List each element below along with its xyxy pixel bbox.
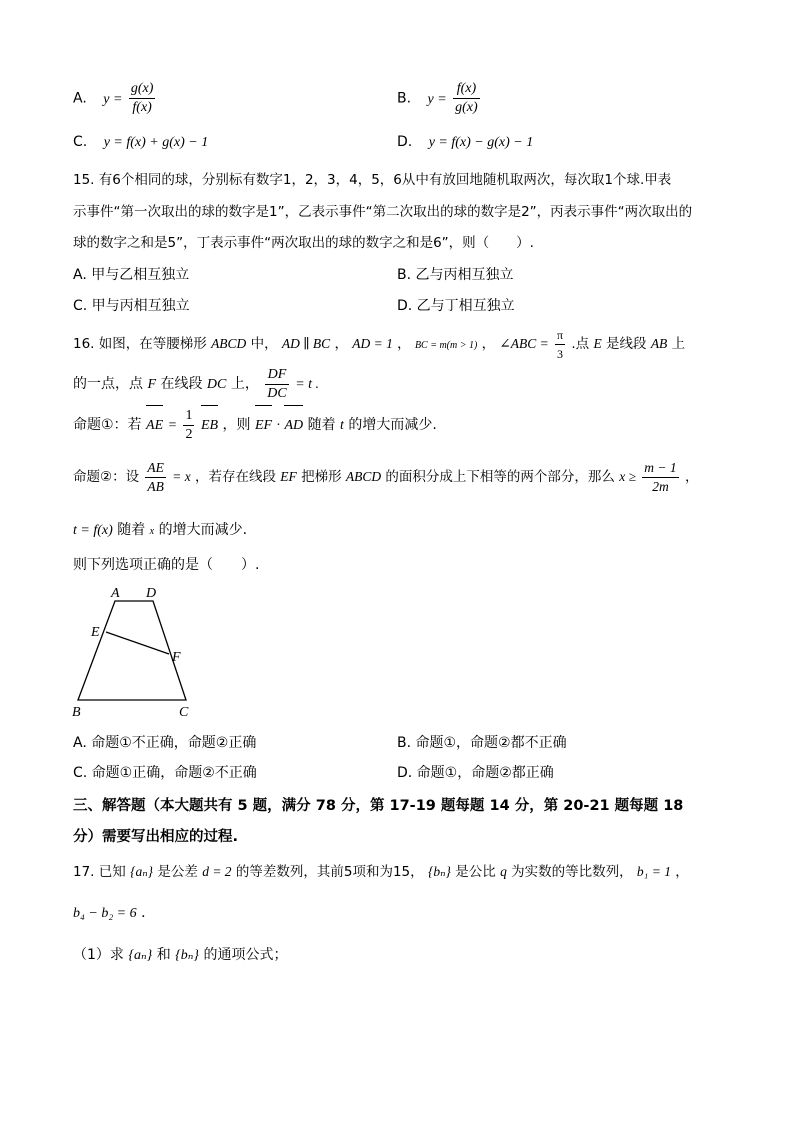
math: · — [276, 418, 281, 433]
math: {aₙ} — [128, 948, 153, 963]
vector: EB — [201, 406, 218, 446]
q15-line-1: 15. 有6个相同的球，分别标有数字1，2，3，4，5，6从中有放回地随机取两次，每次取1个球.甲表 — [73, 172, 672, 188]
text: 和 — [156, 947, 171, 963]
math: t = f(x) — [73, 523, 113, 538]
math: DC — [206, 377, 227, 392]
fraction — [265, 366, 288, 403]
q15-option-b: B. 乙与丙相互独立 — [397, 267, 514, 283]
q16-proposition-2 — [73, 457, 698, 497]
numerator: DF — [265, 366, 288, 385]
label-b: B — [72, 705, 81, 720]
label-c: C — [179, 705, 189, 720]
math: F — [147, 377, 157, 392]
math: x — [149, 526, 155, 537]
math: b₄ − b₂ = 6 — [73, 906, 137, 921]
denominator: DC — [267, 385, 287, 401]
label-f: F — [172, 650, 181, 665]
q16-option-a: A. 命题①不正确，命题②正确 — [73, 735, 257, 751]
q16-proposition-2-cont — [73, 519, 247, 543]
numerator: g(x) — [129, 80, 156, 99]
text: 的通项公式； — [203, 947, 288, 963]
option-label: C. — [73, 134, 88, 150]
numerator: AE — [145, 459, 166, 478]
text: ． — [141, 905, 156, 921]
math: q — [500, 864, 507, 879]
math-lhs: y = — [427, 91, 447, 107]
math: ∠ABC = — [499, 336, 549, 351]
text: 的等差数列，其前5项和为15， — [235, 864, 424, 880]
text: 上 — [671, 336, 686, 352]
fraction — [453, 80, 480, 117]
denominator: f(x) — [132, 100, 152, 115]
denominator: AB — [147, 479, 164, 494]
segment-ef — [106, 632, 169, 654]
numerator: f(x) — [453, 80, 480, 99]
option-label: D. — [397, 134, 413, 150]
text: ，则 — [222, 417, 251, 433]
label-e: E — [91, 625, 100, 640]
q16-option-c: C. 命题①正确，命题②不正确 — [73, 765, 257, 781]
text: 把梯形 — [301, 469, 342, 485]
vector: AD — [284, 406, 303, 446]
option-label: A. — [73, 90, 87, 107]
math: BC = m(m > 1) — [414, 340, 478, 351]
q14-option-c — [73, 134, 208, 151]
section-heading-line-2: 分）需要写出相应的过程. — [73, 829, 239, 845]
text: 随着 — [307, 417, 336, 433]
q17-line-1 — [73, 860, 689, 884]
q16-proposition-1 — [73, 405, 437, 446]
numerator: 1 — [183, 407, 194, 426]
text: .点 — [571, 336, 590, 352]
math: {aₙ} — [130, 864, 154, 879]
q16-line-2 — [73, 364, 319, 405]
text: 在线段 — [160, 376, 203, 392]
text: 命题②：设 — [73, 469, 140, 485]
text: ， — [684, 469, 699, 485]
label-a: A — [111, 586, 120, 601]
option-label: B. — [397, 90, 412, 107]
text: 中， — [250, 336, 278, 352]
text: ， — [334, 336, 348, 352]
q16-line-1 — [73, 326, 685, 364]
numerator: m − 1 — [642, 459, 678, 478]
q16-question: 则下列选项正确的是（ ）. — [73, 557, 260, 573]
numerator: π — [555, 326, 565, 345]
math: t — [340, 418, 344, 433]
math: {bₙ} — [427, 864, 451, 879]
fraction — [129, 80, 156, 117]
text: ， — [397, 336, 411, 352]
q15-line-2: 示事件“第一次取出的球的数字是1”，乙表示事件“第二次取出的球的数字是2”，丙表示事件“两次取出的 — [73, 204, 693, 220]
fraction — [642, 459, 678, 496]
q15-option-a: A. 甲与乙相互独立 — [73, 267, 190, 283]
text: 16. 如图，在等腰梯形 — [73, 336, 207, 352]
text: 上， — [230, 376, 259, 392]
text: 是公差 — [157, 864, 198, 880]
math: {bₙ} — [175, 948, 200, 963]
math: AD ∥ BC — [281, 336, 331, 351]
q14-option-b — [397, 80, 482, 117]
math-expr: y = f(x) + g(x) − 1 — [103, 135, 209, 150]
math-expr: y = f(x) − g(x) − 1 — [428, 135, 534, 150]
text: 17. 已知 — [73, 864, 126, 880]
denominator: 3 — [557, 347, 564, 361]
math: AB — [650, 336, 668, 351]
text: 的面积分成上下相等的两个部分，那么 — [385, 469, 615, 485]
math: = x — [172, 469, 191, 484]
math: ABCD — [211, 336, 247, 351]
section-heading-line-1: 三、解答题（本大题共有 5 题，满分 78 分，第 17-19 题每题 14 分，第 20-21 题每题 18 — [73, 798, 684, 814]
vector: AE — [146, 406, 163, 446]
fraction — [145, 459, 166, 496]
text: ，若存在线段 — [194, 469, 276, 485]
q15-option-c: C. 甲与丙相互独立 — [73, 298, 190, 314]
math: AD = 1 — [352, 336, 393, 351]
math: E — [593, 336, 602, 351]
q14-option-d — [397, 134, 533, 151]
text: 的增大而减少. — [348, 417, 437, 433]
q17-line-2 — [73, 901, 155, 926]
q15-option-d: D. 乙与丁相互独立 — [397, 298, 515, 314]
math: = — [167, 418, 178, 433]
q16-option-b: B. 命题①，命题②都不正确 — [397, 735, 567, 751]
math: d = 2 — [202, 864, 232, 879]
denominator: 2 — [185, 426, 193, 442]
text: 随着 — [117, 522, 146, 538]
q16-option-d: D. 命题①，命题②都正确 — [397, 765, 554, 781]
text: 为实数的等比数列， — [511, 864, 633, 880]
denominator: g(x) — [455, 100, 478, 115]
math: = t . — [295, 377, 320, 392]
q14-option-a — [73, 80, 157, 117]
fraction — [555, 326, 565, 363]
text: 是线段 — [606, 336, 647, 352]
math-lhs: y = — [103, 91, 123, 107]
math: ABCD — [345, 469, 382, 484]
text: ， — [675, 864, 689, 880]
math: b₁ = 1 — [636, 864, 671, 879]
math: EF — [280, 469, 297, 484]
text: 命题①：若 — [73, 417, 142, 433]
vector: EF — [255, 406, 272, 446]
text: （1）求 — [73, 947, 124, 963]
text: 的增大而减少. — [158, 522, 248, 538]
text: 的一点，点 — [73, 376, 143, 392]
fraction — [183, 407, 194, 444]
math: x ≥ — [619, 469, 636, 484]
trapezoid-outline — [78, 601, 186, 700]
q15-line-3: 球的数字之和是5”，丁表示事件“两次取出的球的数字之和是6”，则（ ）. — [73, 235, 534, 251]
label-d: D — [146, 586, 157, 601]
text: ， — [481, 336, 496, 352]
trapezoid-figure — [60, 582, 210, 722]
q17-part-1 — [73, 943, 287, 968]
denominator: 2m — [652, 479, 669, 494]
text: 是公比 — [455, 864, 496, 880]
